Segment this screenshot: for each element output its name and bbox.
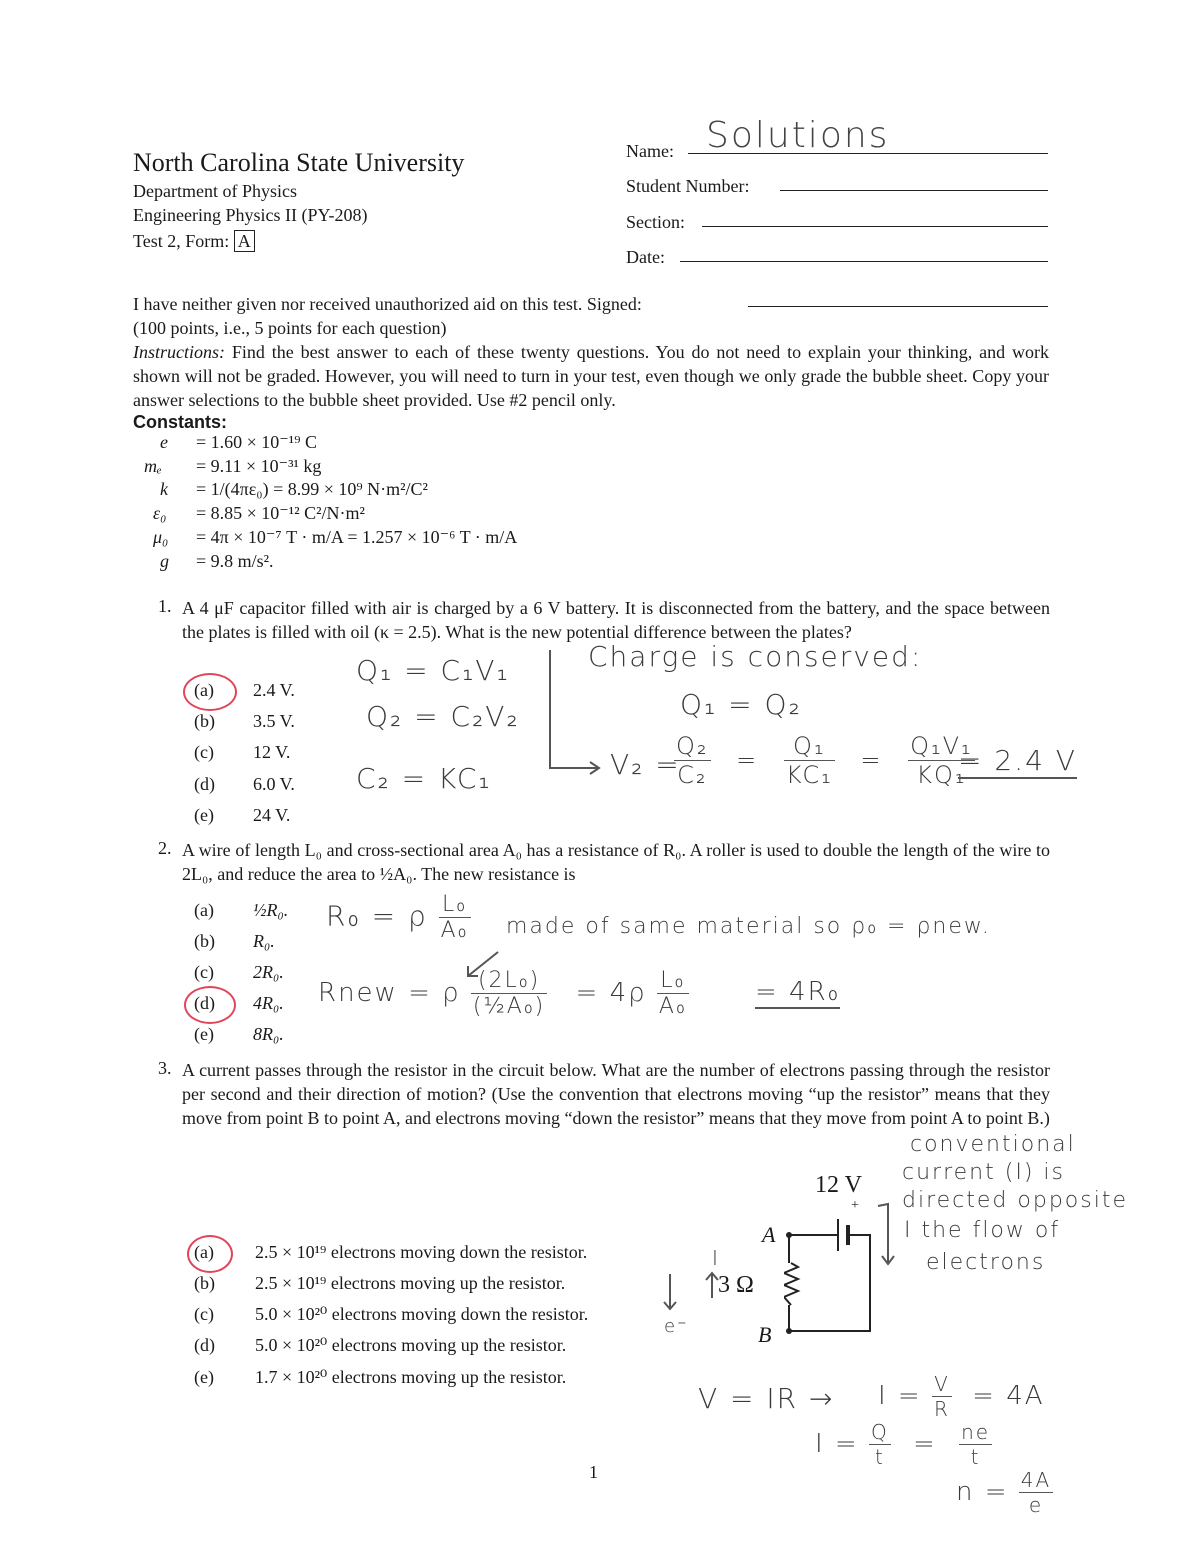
hand-i-eq: I = — [878, 1381, 922, 1411]
test-prefix: Test 2, Form: — [133, 231, 230, 251]
hand-eq — [956, 1468, 1053, 1517]
option-label[interactable]: (d) — [194, 993, 215, 1013]
constant-value: = 1.60 × 10⁻¹⁹ C — [196, 432, 317, 452]
option-text: 4R₀. — [253, 993, 284, 1013]
option-label[interactable]: (a) — [194, 680, 214, 700]
option-label[interactable]: (c) — [194, 742, 214, 762]
section-label: Section: — [626, 212, 685, 232]
constant-value: = 9.8 m/s². — [196, 551, 274, 571]
frac-den: A₀ — [440, 918, 469, 943]
department-line: Department of Physics — [133, 181, 297, 201]
frac-den: t — [874, 1445, 885, 1469]
arrow-down-icon — [874, 1200, 904, 1270]
battery-plus: + — [851, 1198, 859, 1213]
question-2-text: A wire of length L₀ and cross-sectional area A₀ has a resistance of R₀. A roller is used to double the length of the wire to 2L₀, and reduce the area to ½A₀. The new resistance is — [182, 840, 1050, 884]
hand-note: I the flow of — [904, 1218, 1061, 1243]
frac-num: Q — [870, 1420, 889, 1444]
option-text: ½R₀. — [253, 900, 289, 920]
arrow-down-icon — [660, 1272, 680, 1312]
signature-line — [748, 306, 1048, 307]
question-number: 2. — [158, 838, 172, 858]
option-text: 5.0 × 10²⁰ electrons moving down the resistor. — [255, 1304, 589, 1324]
constant-symbol: mₑ — [144, 456, 162, 476]
question-3-text: A current passes through the resistor in the circuit below. What are the number of electrons passing through the resistor per second and their direction of motion? (Use the convention that electrons moving “up the resistor” means that they move from point B to point A, and electrons moving “down the resistor” means that they move from point A to point B.) — [182, 1060, 1050, 1128]
option-label[interactable]: (e) — [194, 1367, 214, 1387]
hand-note: current (I) is — [902, 1160, 1065, 1185]
option-label[interactable]: (c) — [194, 1304, 214, 1324]
option-label[interactable]: (b) — [194, 1273, 215, 1293]
frac-num: L₀ — [657, 968, 689, 994]
frac-num: Q₁ — [784, 732, 835, 761]
option-text: 2.5 × 10¹⁹ electrons moving down the resistor. — [255, 1242, 588, 1262]
option-label[interactable]: (e) — [194, 1024, 214, 1044]
option-text: 6.0 V. — [253, 774, 295, 794]
name-value: Solutions — [706, 115, 890, 156]
page-number: 1 — [589, 1462, 598, 1482]
frac-num: Q₁V₁ — [910, 732, 973, 760]
hand-note: made of same material so ρ₀ = ρnew. — [506, 914, 991, 939]
frac-num: L₀ — [439, 892, 471, 918]
frac-den: R — [933, 1397, 950, 1421]
hand-eq — [815, 1420, 992, 1469]
constant-symbol: ε₀ — [153, 503, 167, 523]
option-label[interactable]: (d) — [194, 774, 215, 794]
test-line — [133, 231, 255, 252]
resistor-label: 3 Ω — [718, 1272, 754, 1298]
option-label[interactable]: (e) — [194, 805, 214, 825]
option-text: 2R₀. — [253, 962, 284, 982]
student-number-line — [780, 190, 1048, 191]
option-text: 2.4 V. — [253, 680, 295, 700]
date-line — [680, 261, 1048, 262]
hand-n: n = — [956, 1477, 1009, 1507]
hand-4a: = 4A — [972, 1381, 1045, 1411]
option-text: 24 V. — [253, 805, 291, 825]
frac-num: ne — [961, 1420, 991, 1444]
constant-symbol: g — [160, 551, 169, 571]
question-1-text: A 4 μF capacitor filled with air is charged by a 6 V battery. It is disconnected from the battery, and the space between the plates is filled with oil (κ = 2.5). What is the new potential difference between the plates? — [182, 598, 1050, 642]
answer-circle — [184, 986, 236, 1024]
instructions-label: Instructions: — [133, 342, 225, 362]
constant-value: = 9.11 × 10⁻³¹ kg — [196, 456, 322, 476]
hand-result: = 4R₀ — [755, 977, 841, 1007]
hand-eq — [326, 892, 471, 943]
option-text: R₀. — [253, 931, 275, 951]
hand-equals: = — [913, 1429, 937, 1459]
circuit-diagram — [784, 1205, 884, 1345]
constant-symbol: μ₀ — [153, 527, 169, 547]
option-text: 2.5 × 10¹⁹ electrons moving up the resistor. — [255, 1273, 566, 1293]
option-label[interactable]: (a) — [194, 900, 214, 920]
arrow-up-icon — [702, 1270, 722, 1300]
points-line: (100 points, i.e., 5 points for each question) — [133, 318, 447, 338]
frac-den: t — [970, 1445, 981, 1469]
hand-eq: C₂ = KC₁ — [356, 762, 492, 795]
frac-num: V — [932, 1372, 952, 1397]
battery-voltage: 12 V — [815, 1172, 862, 1198]
frac-den: (½A₀) — [472, 994, 546, 1019]
hand-current-label: I — [712, 1246, 720, 1270]
arrow-icon — [462, 950, 502, 980]
hand-note: electrons — [926, 1250, 1046, 1275]
instructions — [133, 340, 1049, 412]
name-label: Name: — [626, 141, 674, 161]
hand-eq — [878, 1372, 1045, 1421]
hand-note: directed opposite — [902, 1188, 1128, 1213]
hand-eq: V = IR → — [698, 1382, 835, 1415]
hand-v2: V₂ = — [610, 748, 681, 781]
frac-den: A₀ — [658, 994, 687, 1019]
option-text: 5.0 × 10²⁰ electrons moving up the resistor. — [255, 1335, 567, 1355]
hand-note: conventional — [910, 1132, 1076, 1157]
hand-eq: Q₁ = Q₂ — [680, 688, 802, 721]
frac-num: (2L₀) — [471, 968, 547, 994]
instructions-text: Find the best answer to each of these twenty questions. You do not need to explain your thinking, and work shown will not be graded. However, you will need to turn in your test, even though we only grade the bubble sheet. Copy your answer selections to the bubble sheet provided. Use #2 pencil only. — [133, 342, 1050, 410]
option-text: 3.5 V. — [253, 711, 295, 731]
option-text: 12 V. — [253, 742, 291, 762]
hand-fraction: $\frac{\text{Q₂}}{\text{C₂}}$ = $\frac{\text{Q₁}}{\text{KC₁}}$ = $\frac{\text{Q₁V₁}}{\text{KQ₁}}$ — [676, 732, 973, 789]
hand-eq: Q₂ = C₂V₂ — [366, 700, 520, 733]
hand-result: = 2.4 V — [958, 744, 1077, 777]
course-line: Engineering Physics II (PY-208) — [133, 205, 368, 225]
hand-note: Charge is conserved: — [588, 640, 923, 673]
option-label[interactable]: (d) — [194, 1335, 215, 1355]
frac-num: 4A — [1020, 1468, 1052, 1492]
hand-r0: R₀ = ρ — [326, 899, 428, 933]
constant-symbol: e — [160, 432, 168, 452]
option-label[interactable]: (b) — [194, 711, 215, 731]
hand-4rho: = 4ρ — [575, 978, 647, 1008]
answer-circle — [187, 1235, 233, 1273]
question-number: 3. — [158, 1058, 172, 1078]
constant-symbol: k — [160, 479, 168, 499]
constants-title: Constants: — [133, 412, 227, 432]
frac-den: KQ₁ — [916, 761, 967, 789]
point-b-label: B — [758, 1322, 772, 1347]
frac-den: KC₁ — [785, 761, 833, 789]
date-label: Date: — [626, 247, 665, 267]
option-label[interactable]: (b) — [194, 931, 215, 951]
option-label[interactable]: (a) — [194, 1242, 214, 1262]
hand-eq — [318, 968, 689, 1019]
frac-num: Q₂ — [676, 732, 709, 760]
option-text: 8R₀. — [253, 1024, 284, 1044]
hand-electron: e⁻ — [664, 1316, 689, 1337]
frac-den: C₂ — [677, 761, 708, 789]
hand-rnew: Rnew = ρ — [318, 978, 461, 1008]
university-title: North Carolina State University — [133, 148, 465, 177]
question-number: 1. — [158, 596, 172, 616]
point-a-label: A — [762, 1222, 776, 1247]
hand-i2: I = — [815, 1429, 859, 1459]
constant-value: = 8.85 × 10⁻¹² C²/N·m² — [196, 503, 365, 523]
hand-eq: Q₁ = C₁V₁ — [356, 654, 510, 687]
constant-value: = 1/(4πε₀) = 8.99 × 10⁹ N·m²/C² — [196, 479, 428, 499]
form-box: A — [234, 230, 255, 252]
constant-value: = 4π × 10⁻⁷ T · m/A = 1.257 × 10⁻⁶ T · m/A — [196, 527, 518, 547]
option-label[interactable]: (c) — [194, 962, 214, 982]
student-number-label: Student Number: — [626, 176, 750, 196]
section-line — [702, 226, 1048, 227]
frac-den: e — [1028, 1493, 1044, 1517]
arrow-icon — [538, 710, 608, 780]
answer-circle — [183, 673, 237, 711]
honor-statement: I have neither given nor received unauthorized aid on this test. Signed: — [133, 294, 642, 314]
option-text: 1.7 × 10²⁰ electrons moving up the resistor. — [255, 1367, 567, 1387]
